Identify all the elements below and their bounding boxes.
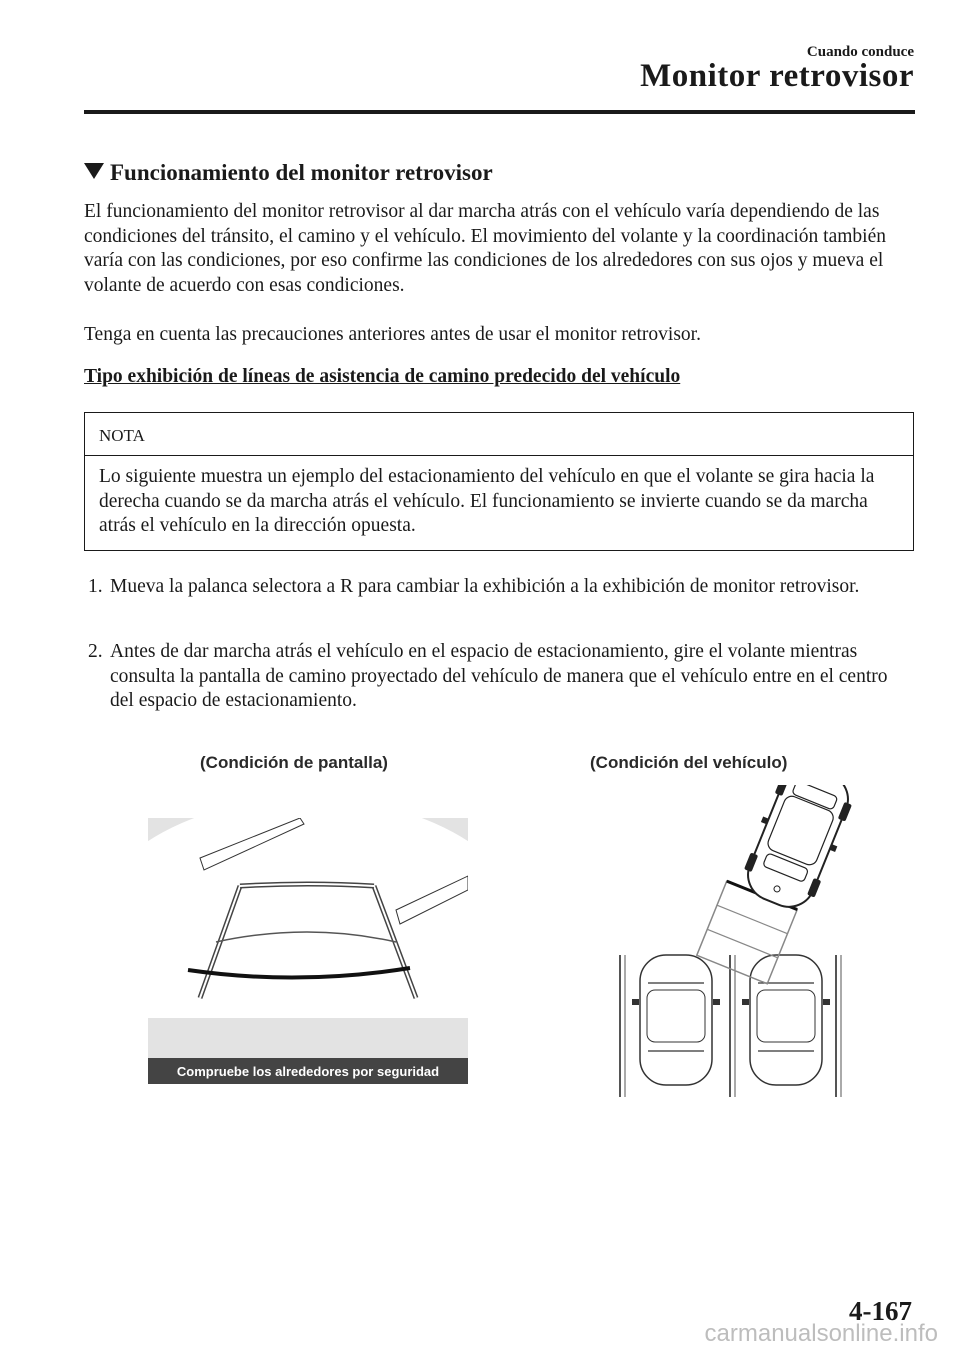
figure-caption-vehicle: (Condición del vehículo): [590, 753, 788, 772]
rear-monitor-screen-illustration: [148, 818, 468, 1084]
step-number: 2.: [88, 641, 103, 662]
note-title: NOTA: [99, 426, 145, 445]
paragraph-2: Tenga en cuenta las precauciones anteriores antes de usar el monitor retrovisor.: [84, 324, 701, 345]
triangle-bullet-icon: [84, 163, 104, 179]
step-2: [84, 640, 914, 714]
bumper-band: [148, 1018, 468, 1058]
page-title: Monitor retrovisor: [640, 58, 914, 94]
step-text: Antes de dar marcha atrás el vehículo en el espacio de estacionamiento, gire el volante mientras consulta la pantalla de camino proyectado del vehículo de manera que el vehículo entre en el centro del espacio de estacionamiento.: [110, 641, 888, 711]
note-divider: [85, 455, 913, 456]
note-body: Lo siguiente muestra un ejemplo del estacionamiento del vehículo en que el volante se gira hacia la derecha cuando se da marcha atrás el vehículo. El funcionamiento se invierte cuando se da marcha atrás el vehículo en la dirección opuesta.: [99, 466, 875, 536]
step-text: Mueva la palanca selectora a R para cambiar la exhibición a la exhibición de monitor retrovisor.: [110, 576, 860, 597]
reversing-car: [735, 785, 860, 917]
page-number: 4-167: [849, 1296, 912, 1326]
header-rule: [84, 110, 915, 114]
step-1: [84, 575, 914, 600]
parked-car-left: [632, 955, 720, 1085]
vehicle-condition-illustration: [600, 785, 860, 1097]
step-number: 1.: [88, 576, 103, 597]
screen-message: Compruebe los alrededores por seguridad: [176, 1064, 440, 1079]
chapter-label: Cuando conduce: [806, 44, 914, 60]
subheading: Tipo exhibición de líneas de asistencia de camino predecido del vehículo: [84, 366, 681, 387]
section-title: [84, 160, 493, 186]
paragraph-1: El funcionamiento del monitor retrovisor al dar marcha atrás con el vehículo varía dependiendo de las condiciones del tránsito, el camino y el vehículo. El movimiento del volante y la coordinación también varía con las condiciones, por eso confirme las condiciones de los alrededores con sus ojos y mueva el volante de acuerdo con esas condiciones.: [84, 201, 886, 296]
figure-caption-screen: (Condición de pantalla): [200, 753, 388, 772]
section-title-text: Funcionamiento del monitor retrovisor: [110, 160, 493, 185]
note-box: [84, 412, 914, 551]
parked-car-right: [742, 955, 830, 1085]
watermark: carmanualsonline.info: [704, 1320, 938, 1347]
